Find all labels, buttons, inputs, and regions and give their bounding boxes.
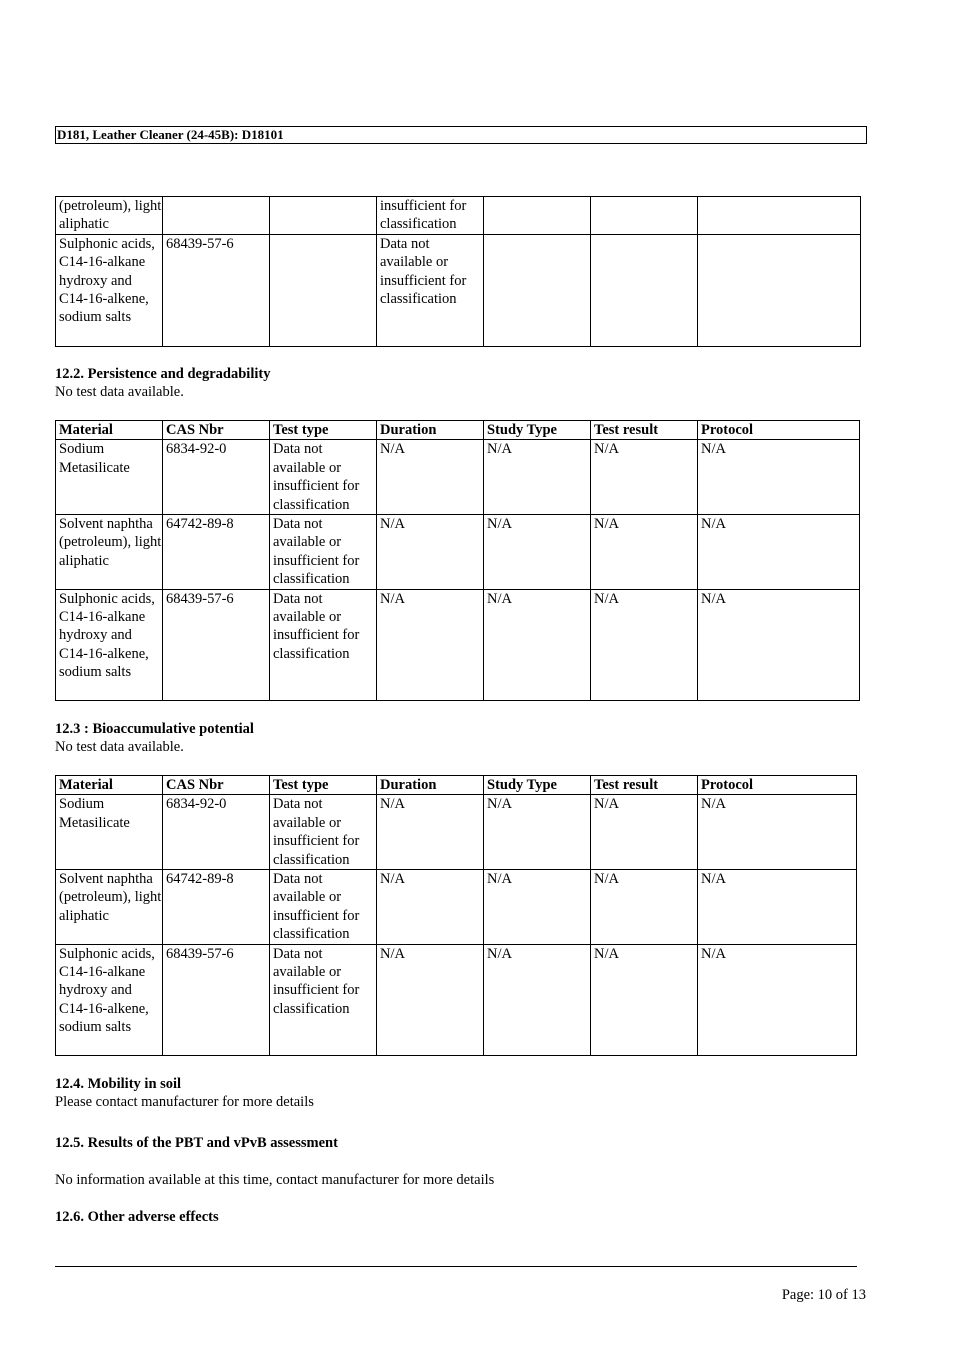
table-cell: N/A — [484, 795, 591, 870]
table-header-row — [56, 421, 860, 440]
table-row — [56, 944, 857, 1055]
column-header-cas-nbr: CAS Nbr — [163, 421, 270, 440]
section-12-3-title: 12.3 : Bioaccumulative potential — [55, 721, 254, 737]
table-row — [56, 870, 857, 945]
table-cell: N/A — [377, 944, 484, 1055]
table-cell: N/A — [591, 944, 698, 1055]
table-cell — [270, 197, 377, 235]
table-cell — [484, 197, 591, 235]
document-header: D181, Leather Cleaner (24-45B): D18101 — [55, 126, 867, 144]
table-cell — [591, 234, 698, 346]
column-header-study-type: Study Type — [484, 421, 591, 440]
table-cell: N/A — [591, 440, 698, 515]
table-cell: Data not available or insufficient for classification — [270, 440, 377, 515]
table-cell: 68439-57-6 — [163, 944, 270, 1055]
table-row — [56, 589, 860, 700]
bioaccumulative-table — [55, 775, 857, 1056]
section-12-2-note: No test data available. — [55, 384, 184, 400]
table-cell: N/A — [698, 795, 857, 870]
page-number: Page: 10 of 13 — [781, 1287, 866, 1303]
section-12-5-text: No information available at this time, contact manufacturer for more details — [55, 1172, 495, 1188]
column-header-test-result: Test result — [591, 776, 698, 795]
carryover-table — [55, 196, 861, 347]
table-cell: N/A — [698, 440, 860, 515]
column-header-study-type: Study Type — [484, 776, 591, 795]
table-cell: Sodium Metasilicate — [56, 440, 163, 515]
table-row — [56, 515, 860, 590]
column-header-duration: Duration — [377, 421, 484, 440]
table-cell — [698, 234, 861, 346]
table-cell: Data not available or insufficient for classification — [270, 870, 377, 945]
table-cell: N/A — [484, 515, 591, 590]
table-cell: insufficient for classification — [377, 197, 484, 235]
table-cell: N/A — [377, 515, 484, 590]
table-cell: N/A — [484, 944, 591, 1055]
column-header-test-type: Test type — [270, 421, 377, 440]
table-cell: Data not available or insufficient for classification — [270, 589, 377, 700]
section-12-4-text: Please contact manufacturer for more details — [55, 1094, 314, 1110]
table-cell: N/A — [484, 589, 591, 700]
table-cell: Data not available or insufficient for classification — [270, 515, 377, 590]
table-cell — [484, 234, 591, 346]
column-header-test-result: Test result — [591, 421, 698, 440]
table-cell: 68439-57-6 — [163, 234, 270, 346]
table-cell: Sulphonic acids, C14-16-alkane hydroxy and C14-16-alkene, sodium salts — [56, 589, 163, 700]
table-row — [56, 234, 861, 346]
table-cell: N/A — [484, 870, 591, 945]
table-cell: N/A — [377, 795, 484, 870]
column-header-duration: Duration — [377, 776, 484, 795]
table-cell: N/A — [591, 795, 698, 870]
section-12-6-title: 12.6. Other adverse effects — [55, 1209, 219, 1225]
table-cell: N/A — [484, 440, 591, 515]
table-header-row — [56, 776, 857, 795]
table-row — [56, 440, 860, 515]
table-cell: N/A — [698, 870, 857, 945]
table-cell: N/A — [377, 870, 484, 945]
column-header-material: Material — [56, 421, 163, 440]
table-cell: N/A — [591, 589, 698, 700]
column-header-protocol: Protocol — [698, 776, 857, 795]
table-cell: N/A — [591, 870, 698, 945]
column-header-test-type: Test type — [270, 776, 377, 795]
section-12-4-title: 12.4. Mobility in soil — [55, 1076, 182, 1092]
table-cell: Data not available or insufficient for classification — [377, 234, 484, 346]
table-cell: Data not available or insufficient for classification — [270, 795, 377, 870]
table-cell: 68439-57-6 — [163, 589, 270, 700]
table-cell — [698, 197, 861, 235]
section-12-2-title: 12.2. Persistence and degradability — [55, 366, 271, 382]
table-cell: Solvent naphtha (petroleum), light aliphatic — [56, 515, 163, 590]
table-cell: (petroleum), light aliphatic — [56, 197, 163, 235]
table-cell: 64742-89-8 — [163, 515, 270, 590]
table-cell: Sodium Metasilicate — [56, 795, 163, 870]
table-cell: 64742-89-8 — [163, 870, 270, 945]
table-cell: N/A — [377, 589, 484, 700]
table-cell: N/A — [377, 440, 484, 515]
table-row — [56, 795, 857, 870]
table-cell — [270, 234, 377, 346]
persistence-table — [55, 420, 860, 701]
table-cell: Sulphonic acids, C14-16-alkane hydroxy and C14-16-alkene, sodium salts — [56, 234, 163, 346]
table-cell: N/A — [698, 944, 857, 1055]
section-12-3-note: No test data available. — [55, 739, 184, 755]
table-cell: 6834-92-0 — [163, 440, 270, 515]
table-cell: Solvent naphtha (petroleum), light aliphatic — [56, 870, 163, 945]
footer-divider — [55, 1266, 857, 1267]
column-header-protocol: Protocol — [698, 421, 860, 440]
table-cell: Data not available or insufficient for classification — [270, 944, 377, 1055]
table-cell: N/A — [591, 515, 698, 590]
column-header-cas-nbr: CAS Nbr — [163, 776, 270, 795]
section-12-5-title: 12.5. Results of the PBT and vPvB assessment — [55, 1135, 338, 1151]
table-cell — [163, 197, 270, 235]
table-cell: 6834-92-0 — [163, 795, 270, 870]
table-cell: N/A — [698, 515, 860, 590]
column-header-material: Material — [56, 776, 163, 795]
table-row — [56, 197, 861, 235]
table-cell: N/A — [698, 589, 860, 700]
table-cell — [591, 197, 698, 235]
table-cell: Sulphonic acids, C14-16-alkane hydroxy and C14-16-alkene, sodium salts — [56, 944, 163, 1055]
